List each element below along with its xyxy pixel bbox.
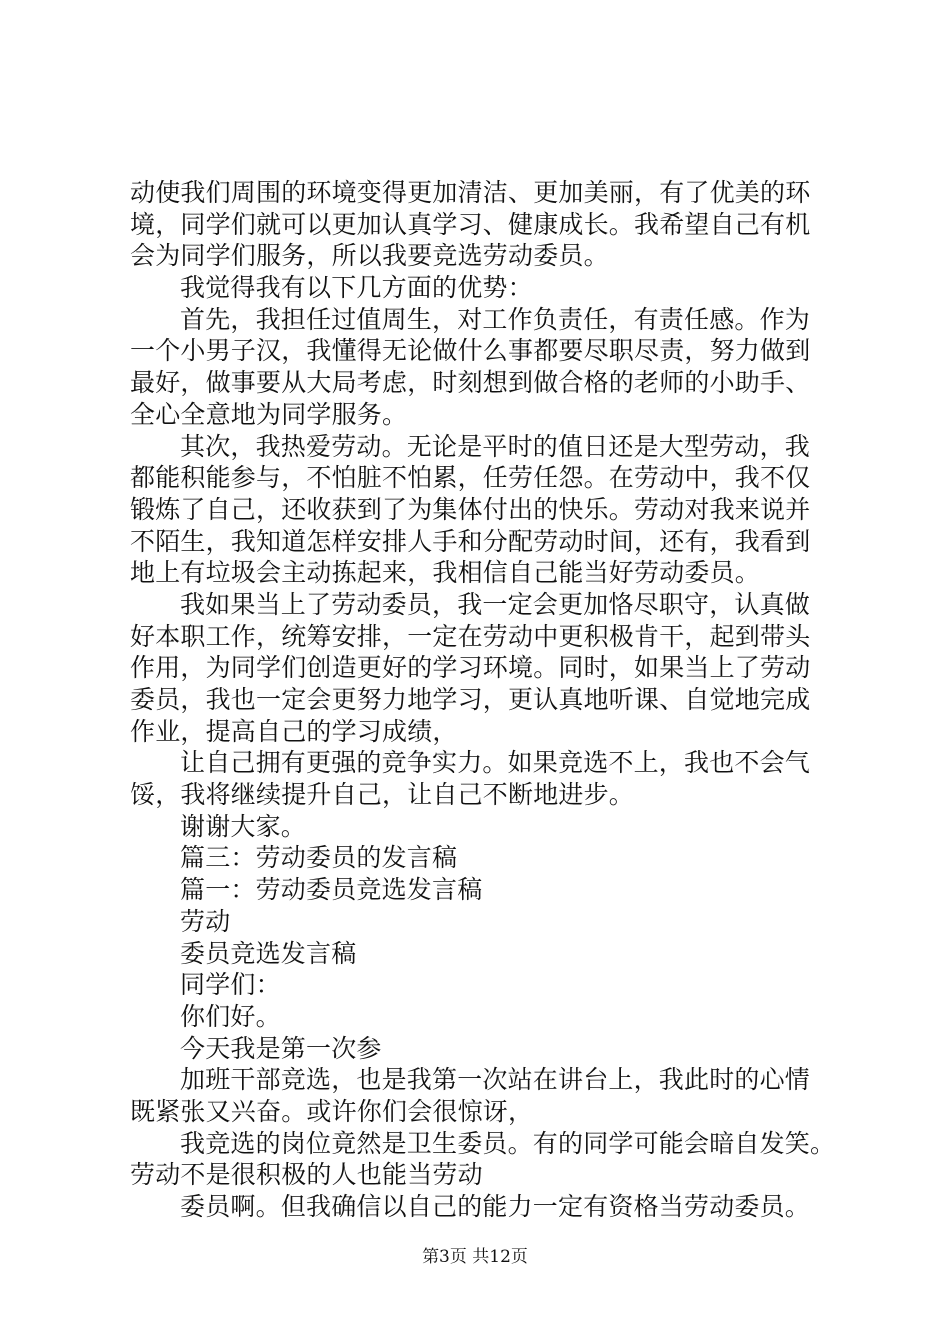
text-line: 全心全意地为同学服务。 <box>130 399 408 429</box>
text-line: 让自己拥有更强的竞争实力。如果竞选不上，我也不会气 <box>180 748 811 778</box>
text-line: 我竞选的岗位竟然是卫生委员。有的同学可能会暗自发笑。 <box>180 1128 836 1158</box>
text-line: 作用，为同学们创造更好的学习环境。同时，如果当上了劳动 <box>130 653 811 683</box>
section-heading: 篇三：劳动委员的发言稿 <box>180 843 458 873</box>
text-line: 同学们： <box>180 970 281 1000</box>
text-line: 动使我们周围的环境变得更加清洁、更加美丽，有了优美的环 <box>130 178 811 207</box>
text-line: 加班干部竞选，也是我第一次站在讲台上，我此时的心情 <box>180 1065 811 1095</box>
text-line: 境，同学们就可以更加认真学习、健康成长。我希望自己有机 <box>130 209 811 239</box>
text-line: 我觉得我有以下几方面的优势： <box>180 273 533 303</box>
text-line: 都能积能参与，不怕脏不怕累，任劳任怨。在劳动中，我不仅 <box>130 463 811 493</box>
text-line: 你们好。 <box>180 1001 281 1031</box>
text-line: 谢谢大家。 <box>180 811 307 841</box>
text-line: 地上有垃圾会主动拣起来，我相信自己能当好劳动委员。 <box>130 558 761 588</box>
text-line: 其次，我热爱劳动。无论是平时的值日还是大型劳动，我 <box>180 431 811 461</box>
text-line: 委员啊。但我确信以自己的能力一定有资格当劳动委员。 <box>180 1192 811 1221</box>
text-line: 劳动不是很积极的人也能当劳动 <box>130 1160 483 1190</box>
text-line: 馁，我将继续提升自己，让自己不断地进步。 <box>130 780 635 810</box>
text-line: 不陌生，我知道怎样安排人手和分配劳动时间，还有，我看到 <box>130 526 811 556</box>
text-line: 委员，我也一定会更努力地学习，更认真地听课、自觉地完成 <box>130 685 811 714</box>
section-heading: 篇一：劳动委员竞选发言稿 <box>180 875 483 905</box>
text-line: 作业，提高自己的学习成绩， <box>130 716 458 746</box>
text-line: 首先，我担任过值周生，对工作负责任，有责任感。作为 <box>180 304 811 334</box>
text-line: 一个小男子汉，我懂得无论做什么事都要尽职尽责，努力做到 <box>130 336 811 366</box>
text-line: 我如果当上了劳动委员，我一定会更加恪尽职守，认真做 <box>180 589 811 619</box>
text-line: 委员竞选发言稿 <box>180 938 357 968</box>
document-body <box>130 177 840 1223</box>
text-line: 劳动 <box>180 906 231 936</box>
text-line: 会为同学们服务，所以我要竞选劳动委员。 <box>130 241 609 271</box>
text-line: 今天我是第一次参 <box>180 1033 382 1063</box>
page-number-footer: 第3页 共12页 <box>422 1247 528 1267</box>
text-line: 最好，做事要从大局考虑，时刻想到做合格的老师的小助手、 <box>130 368 811 398</box>
text-line: 锻炼了自己，还收获到了为集体付出的快乐。劳动对我来说并 <box>130 494 811 524</box>
text-line: 既紧张又兴奋。或许你们会很惊讶， <box>130 1096 534 1126</box>
text-line: 好本职工作，统筹安排，一定在劳动中更积极肯干，起到带头 <box>130 621 811 651</box>
